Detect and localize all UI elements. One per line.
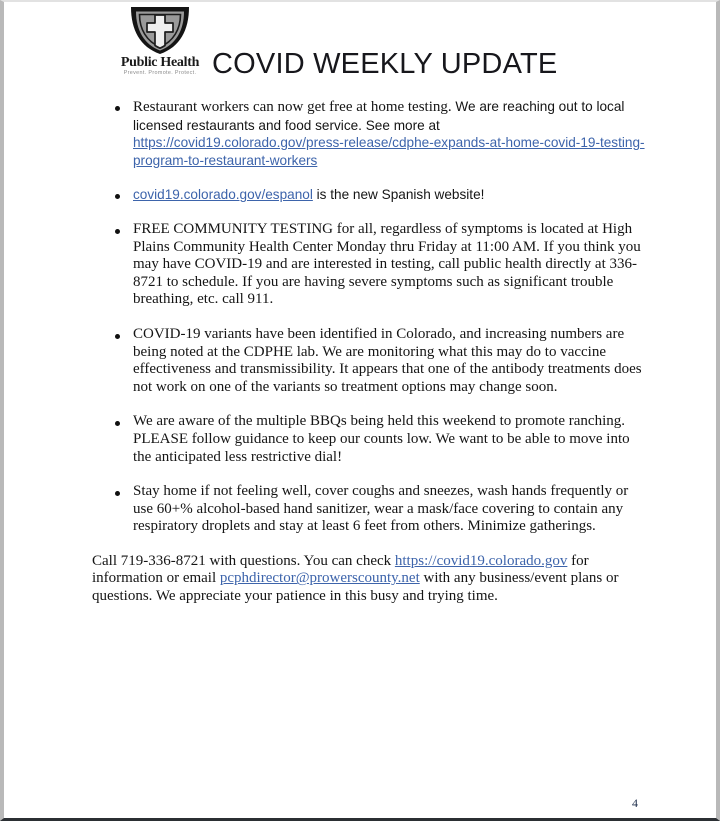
- page-number: 4: [632, 796, 638, 810]
- shield-cross-icon: [127, 4, 193, 56]
- closing-text-part3: with any business/event plans or questions. We appreciate your patience in this busy and trying time.: [92, 570, 619, 605]
- list-item-bbq-guidance: [4, 413, 720, 466]
- list-item-free-community-testing: [4, 221, 720, 309]
- bullet-text-covid-variants: COVID-19 variants have been identified in Colorado, and increasing numbers are being noted at the CDPHE lab. We are monitoring what this may do to vaccine effectiveness and transmissibility. It appears that one of the antibody treatments does not work on one of the variants so treatment options may change soon.: [133, 325, 642, 395]
- spanish-website-caption: is the new Spanish website!: [312, 187, 485, 203]
- bullet-text-spanish-website: [133, 186, 649, 204]
- public-health-logo: [108, 2, 212, 82]
- update-bullet-list: [4, 98, 720, 536]
- logo-org-name: Public Health: [120, 55, 200, 70]
- list-item-spanish-website: [4, 186, 720, 204]
- closing-text-part2: for information or email: [92, 552, 589, 587]
- cdphe-press-release-link[interactable]: https://covid19.colorado.gov/press-release/cdphe-expands-at-home-covid-19-testing-program-to-restaurant-workers: [133, 135, 645, 168]
- spanish-website-link[interactable]: covid19.colorado.gov/espanol: [133, 187, 313, 203]
- list-item-restaurant-worker-testing: [4, 98, 720, 169]
- logo-tagline: Prevent. Promote. Protect.: [123, 70, 197, 76]
- bullet-text-bbq-guidance: We are aware of the multiple BBQs being held this weekend to promote ranching. PLEASE follow guidance to keep our counts low. We want to be able to move into the anticipated less restrictive dial!: [133, 413, 630, 465]
- closing-paragraph: [4, 553, 720, 606]
- bullet-text-prevention-guidance: Stay home if not feeling well, cover coughs and sneezes, wash hands frequently or use 60+% alcohol-based hand sanitizer, wear a mask/face covering to contain any respiratory droplets and stay at least 6 feet from others. Minimize gatherings.: [133, 483, 629, 535]
- document-header: [108, 2, 628, 94]
- pcph-director-email-link[interactable]: pcphdirector@prowerscounty.net: [219, 570, 420, 587]
- list-item-prevention-guidance: [4, 483, 720, 536]
- closing-text-part1: Call 719-336-8721 with questions. You can check: [92, 552, 395, 569]
- list-item-covid-variants: [4, 326, 720, 396]
- bullet-1-line1: Restaurant workers can now get free at home testing.: [133, 99, 452, 115]
- bullet-text-restaurant-worker-testing: [133, 98, 649, 169]
- document-body: [4, 98, 720, 606]
- bullet-1-line2: We are reaching out to local licensed restaurants and food service. See more at: [133, 99, 625, 133]
- bullet-text-free-community-testing: FREE COMMUNITY TESTING for all, regardless of symptoms is located at High Plains Community Health Center Monday thru Friday at 11:00 AM. If you think you may have COVID-19 and are interested in testing, call public health directly at 336-8721 to schedule. If you are having severe symptoms such as significant trouble breathing, etc. call 911.: [133, 220, 641, 308]
- page-title: COVID WEEKLY UPDATE: [212, 48, 558, 80]
- covid19-colorado-gov-link[interactable]: https://covid19.colorado.gov: [394, 552, 568, 569]
